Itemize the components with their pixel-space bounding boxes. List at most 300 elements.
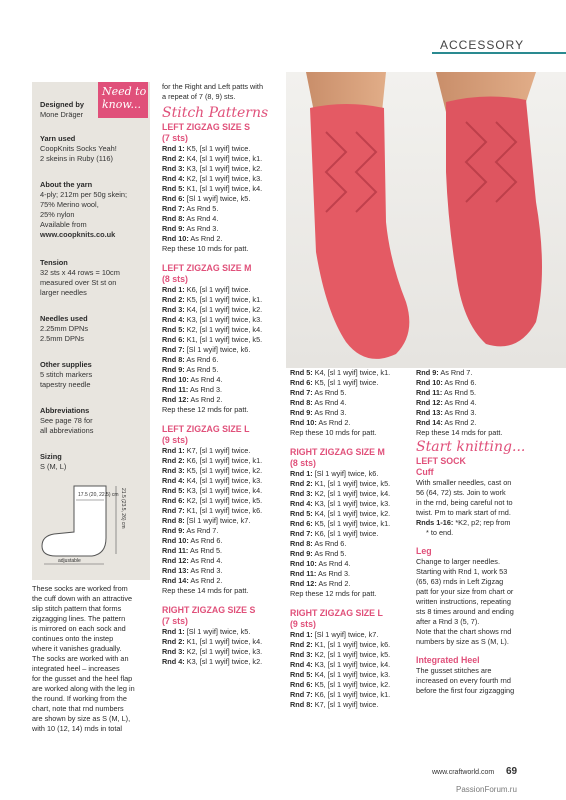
round-instruction: [Sl 1 wyif] twice, k5.	[184, 627, 251, 636]
intro-line: integrated heel – increases	[32, 664, 120, 673]
round-row	[162, 164, 284, 174]
round-label: Rnd 6:	[162, 496, 185, 505]
round-instruction: K2, [sl 1 wyif] twice, k5.	[184, 496, 263, 505]
round-row	[290, 700, 412, 710]
round-label: Rnd 10:	[162, 375, 189, 384]
round-label: Rnd 12:	[162, 556, 189, 565]
round-row	[162, 476, 284, 486]
round-row	[162, 365, 284, 375]
round-instruction: K3, [sl 1 wyif] twice, k2.	[184, 657, 263, 666]
round-instruction: K4, [sl 1 wyif] twice, k1.	[184, 154, 263, 163]
stitch-patterns-heading: Stitch Patterns	[162, 105, 269, 121]
pattern-title: LEFT ZIGZAG SIZE L	[162, 424, 250, 434]
round-label: Rnd 7:	[290, 690, 313, 699]
repeat-note: Rep these 14 rnds for patt.	[416, 428, 503, 437]
round-instruction: K5, [sl 1 wyif] twice, k1.	[184, 295, 263, 304]
round-instruction: As Rnd 4.	[184, 214, 219, 223]
round-label: Rnd 13:	[416, 408, 443, 417]
leg-line: patt for your size from chart or	[416, 587, 514, 596]
intro-line: with 10 (12, 14) rnds in total	[32, 724, 123, 733]
page-number: 69	[506, 766, 518, 777]
about-yarn-line: 4-ply; 212m per 50g skein;	[40, 190, 128, 199]
round-row	[290, 479, 412, 489]
round-instruction: As Rnd 7.	[438, 368, 473, 377]
designer-name: Mone Dräger	[40, 110, 84, 119]
round-label: Rnd 1:	[290, 469, 313, 478]
other-supplies	[40, 360, 146, 390]
about-yarn	[40, 180, 146, 240]
round-instruction: As Rnd 3.	[316, 569, 351, 578]
needle-line: 2.25mm DPNs	[40, 324, 89, 333]
cuff-line: 56 (64, 72) sts. Join to work	[416, 488, 506, 497]
abbreviations-line: all abbreviations	[40, 426, 94, 435]
repeat-note: Rep these 10 rnds for patt.	[162, 244, 249, 253]
round-row	[290, 549, 412, 559]
round-instruction: K2, [sl 1 wyif] twice, k4.	[312, 489, 391, 498]
round-row	[162, 345, 284, 355]
round-row	[290, 469, 412, 479]
cuff-line: twist. Pm to mark start of rnd.	[416, 508, 511, 517]
tension-line: 32 sts x 44 rows = 10cm	[40, 268, 120, 277]
supply-line: tapestry needle	[40, 380, 91, 389]
round-row	[162, 234, 284, 244]
left-sock-heading: LEFT SOCK	[416, 456, 466, 466]
abbreviations-line: See page 78 for	[40, 416, 93, 425]
round-row	[162, 154, 284, 164]
intro-line: are worked along with the leg in	[32, 684, 135, 693]
round-instruction: As Rnd 3.	[442, 408, 477, 417]
round-row	[290, 690, 412, 700]
round-row	[416, 388, 546, 398]
round-row	[290, 559, 412, 569]
round-label: Rnd 2:	[162, 637, 185, 646]
round-instruction: As Rnd 4.	[442, 398, 477, 407]
round-instruction: K6, [sl 1 wyif] twice, k1.	[184, 456, 263, 465]
round-label: Rnd 11:	[290, 569, 317, 578]
round-row	[162, 486, 284, 496]
round-instruction: [Sl 1 wyif] twice, k5.	[184, 194, 251, 203]
dim-leg-width: 17.5 (20, 22.5) cm	[78, 492, 119, 498]
pattern-sub: (9 sts)	[162, 435, 188, 445]
round-row	[162, 395, 284, 405]
round-instruction: As Rnd 4.	[188, 556, 223, 565]
intro-text	[32, 584, 156, 734]
round-instruction: As Rnd 2.	[442, 418, 477, 427]
round-instruction: K4, [sl 1 wyif] twice, k2.	[184, 305, 263, 314]
round-instruction: As Rnd 5.	[312, 549, 347, 558]
yarn-used-heading: Yarn used	[40, 134, 76, 143]
round-label: Rnd 10:	[290, 559, 317, 568]
round-label: Rnd 1:	[162, 285, 185, 294]
need-to-know-badge: Need to know...	[98, 82, 148, 118]
yarn-line: CoopKnits Socks Yeah!	[40, 144, 117, 153]
round-row	[162, 516, 284, 526]
round-row	[162, 496, 284, 506]
round-instruction: As Rnd 7.	[184, 526, 219, 535]
round-row	[416, 398, 546, 408]
sizing-value: S (M, L)	[40, 462, 67, 471]
round-label: Rnd 3:	[290, 489, 313, 498]
round-instruction: K6, [sl 1 wyif] twice.	[312, 529, 379, 538]
leg-line: (65, 63) rnds in Left Zigzag	[416, 577, 504, 586]
heel-line: increased on every fourth rnd	[416, 676, 511, 685]
round-instruction: As Rnd 2.	[316, 579, 351, 588]
round-row	[290, 378, 412, 388]
round-instruction: As Rnd 3.	[188, 566, 223, 575]
round-instruction: K5, [sl 1 wyif] twice, k2.	[184, 466, 263, 475]
left-zigzag-m	[162, 263, 284, 415]
tension-line: measured over St st on	[40, 278, 117, 287]
cuff-heading: Cuff	[416, 467, 434, 477]
round-row	[162, 355, 284, 365]
round-row	[162, 456, 284, 466]
header-rule	[432, 52, 566, 54]
round-row	[416, 408, 546, 418]
tension	[40, 258, 146, 298]
abbreviations-heading: Abbreviations	[40, 406, 90, 415]
round-row	[162, 204, 284, 214]
round-label: Rnd 8:	[162, 214, 185, 223]
round-label: Rnd 8:	[162, 516, 185, 525]
cuff-rnds-text: *K2, p2; rep from	[453, 518, 511, 527]
round-instruction: K6, [sl 1 wyif] twice.	[184, 285, 251, 294]
round-instruction: As Rnd 3.	[184, 224, 219, 233]
round-label: Rnd 11:	[162, 385, 189, 394]
round-instruction: K2, [sl 1 wyif] twice, k3.	[184, 647, 263, 656]
pattern-sub: (7 sts)	[162, 616, 188, 626]
dim-foot-adjustable: adjustable	[58, 558, 81, 564]
round-label: Rnd 1:	[162, 446, 185, 455]
round-row	[162, 375, 284, 385]
round-instruction: K5, [sl 1 wyif] twice.	[184, 144, 251, 153]
round-label: Rnd 6:	[162, 194, 185, 203]
leg-line: numbers by size as S (M, L).	[416, 637, 509, 646]
round-label: Rnd 5:	[162, 325, 185, 334]
round-instruction: As Rnd 4.	[316, 559, 351, 568]
left-zigzag-s	[162, 122, 284, 254]
round-label: Rnd 4:	[290, 499, 313, 508]
round-row	[162, 144, 284, 154]
round-row	[162, 576, 284, 586]
round-label: Rnd 1:	[290, 630, 313, 639]
right-zigzag-l	[290, 608, 412, 710]
round-instruction: K1, [sl 1 wyif] twice, k6.	[184, 506, 263, 515]
column-stitch-patterns	[162, 82, 284, 676]
about-yarn-line: Available from	[40, 220, 87, 229]
round-instruction: K3, [sl 1 wyif] twice, k4.	[184, 486, 263, 495]
round-row	[416, 368, 546, 378]
round-instruction: K4, [sl 1 wyif] twice, k2.	[312, 509, 391, 518]
round-row	[162, 546, 284, 556]
round-label: Rnd 4:	[162, 174, 185, 183]
round-row	[290, 398, 412, 408]
pattern-sub: (8 sts)	[290, 458, 316, 468]
round-label: Rnd 2:	[290, 640, 313, 649]
round-label: Rnd 9:	[162, 365, 185, 374]
round-label: Rnd 3:	[290, 650, 313, 659]
round-label: Rnd 5:	[290, 670, 313, 679]
round-instruction: As Rnd 5.	[312, 388, 347, 397]
round-row	[162, 174, 284, 184]
abbreviations	[40, 406, 146, 436]
round-label: Rnd 10:	[162, 234, 189, 243]
intro-line: zigzagging lines. The pattern	[32, 614, 126, 623]
round-label: Rnd 4:	[162, 657, 185, 666]
round-row	[162, 627, 284, 637]
round-label: Rnd 2:	[162, 456, 185, 465]
round-row	[162, 285, 284, 295]
round-row	[290, 539, 412, 549]
round-instruction: K1, [sl 1 wyif] twice, k6.	[312, 640, 391, 649]
leg-line: sts 8 times around and ending	[416, 607, 514, 616]
round-instruction: [Sl 1 wyif] twice, k7.	[184, 516, 251, 525]
socks-photo	[286, 72, 566, 368]
needles-heading: Needles used	[40, 314, 88, 323]
supply-line: 5 stitch markers	[40, 370, 93, 379]
round-instruction: K1, [sl 1 wyif] twice, k5.	[184, 335, 263, 344]
heel-line: The gusset stitches are	[416, 666, 492, 675]
left-zigzag-l	[162, 424, 284, 596]
round-row	[290, 630, 412, 640]
round-row	[162, 556, 284, 566]
pattern-title: RIGHT ZIGZAG SIZE M	[290, 447, 385, 457]
round-label: Rnd 8:	[290, 398, 313, 407]
round-instruction: As Rnd 3.	[188, 385, 223, 394]
round-instruction: K7, [sl 1 wyif] twice.	[184, 446, 251, 455]
intro-line: are shown by size as S (M, L),	[32, 714, 131, 723]
yarn-used	[40, 134, 146, 164]
intro-line: The socks are worked with an	[32, 654, 129, 663]
round-row	[162, 194, 284, 204]
round-instruction: K1, [sl 1 wyif] twice, k5.	[312, 479, 391, 488]
round-instruction: As Rnd 6.	[312, 539, 347, 548]
round-instruction: As Rnd 5.	[184, 365, 219, 374]
round-instruction: K2, [sl 1 wyif] twice, k4.	[184, 325, 263, 334]
repeat-note: Rep these 10 rnds for patt.	[290, 428, 377, 437]
round-row	[162, 305, 284, 315]
round-label: Rnd 2:	[162, 295, 185, 304]
round-label: Rnd 9:	[290, 408, 313, 417]
round-label: Rnd 11:	[416, 388, 443, 397]
round-instruction: As Rnd 4.	[312, 398, 347, 407]
round-instruction: K4, [sl 1 wyif] twice, k3.	[312, 670, 391, 679]
round-row	[290, 569, 412, 579]
intro-line: continues onto the instep	[32, 634, 114, 643]
round-instruction: K1, [sl 1 wyif] twice, k4.	[184, 184, 263, 193]
heel-line: before the first four zigzagging	[416, 686, 515, 695]
right-zigzag-m	[290, 447, 412, 599]
round-row	[162, 506, 284, 516]
pattern-title: LEFT ZIGZAG SIZE M	[162, 263, 252, 273]
round-label: Rnd 7:	[290, 529, 313, 538]
cuff-line: With smaller needles, cast on	[416, 478, 512, 487]
round-instruction: K2, [sl 1 wyif] twice, k3.	[184, 174, 263, 183]
round-label: Rnd 8:	[162, 355, 185, 364]
round-instruction: K5, [sl 1 wyif] twice, k1.	[312, 519, 391, 528]
yarn-website-link[interactable]: www.coopknits.co.uk	[40, 230, 116, 239]
col2-intro-line: a repeat of 7 (8, 9) sts.	[162, 92, 236, 101]
round-label: Rnd 6:	[162, 335, 185, 344]
round-row	[416, 378, 546, 388]
round-row	[162, 647, 284, 657]
designed-by-heading: Designed by	[40, 100, 84, 109]
leg-line: Starting with Rnd 1, work 53	[416, 567, 508, 576]
round-label: Rnd 3:	[162, 164, 185, 173]
round-instruction: K3, [sl 1 wyif] twice, k4.	[312, 660, 391, 669]
round-instruction: K6, [sl 1 wyif] twice, k1.	[312, 690, 391, 699]
round-label: Rnd 9:	[290, 549, 313, 558]
round-label: Rnd 12:	[162, 395, 189, 404]
round-row	[162, 214, 284, 224]
round-row	[290, 640, 412, 650]
round-row	[290, 650, 412, 660]
round-instruction: As Rnd 6.	[188, 536, 223, 545]
section-label: ACCESSORY	[440, 38, 525, 52]
round-label: Rnd 1:	[162, 627, 185, 636]
round-label: Rnd 4:	[162, 315, 185, 324]
round-label: Rnd 6:	[290, 680, 313, 689]
right-zigzag-s	[162, 605, 284, 667]
round-instruction: As Rnd 2.	[188, 576, 223, 585]
column-start-knitting	[416, 368, 546, 696]
sizing	[40, 452, 146, 472]
round-instruction: As Rnd 2.	[188, 234, 223, 243]
round-row	[162, 224, 284, 234]
cuff-rnds	[416, 518, 546, 528]
round-label: Rnd 3:	[162, 647, 185, 656]
round-row	[290, 368, 412, 378]
round-label: Rnd 4:	[162, 476, 185, 485]
about-yarn-heading: About the yarn	[40, 180, 93, 189]
tension-line: larger needles	[40, 288, 87, 297]
round-row	[162, 637, 284, 647]
sock-size-diagram	[36, 480, 148, 570]
round-label: Rnd 7:	[290, 388, 313, 397]
intro-line: slip stitch pattern that forms	[32, 604, 122, 613]
pattern-title: LEFT ZIGZAG SIZE S	[162, 122, 250, 132]
round-row	[162, 566, 284, 576]
column-right-zigzag	[290, 368, 412, 719]
round-row	[290, 660, 412, 670]
round-row	[416, 418, 546, 428]
round-label: Rnd 5:	[290, 368, 313, 377]
round-instruction: As Rnd 2.	[188, 395, 223, 404]
round-label: Rnd 9:	[416, 368, 439, 377]
round-row	[162, 385, 284, 395]
round-instruction: K5, [sl 1 wyif] twice.	[312, 378, 379, 387]
other-supplies-heading: Other supplies	[40, 360, 92, 369]
round-row	[290, 529, 412, 539]
round-row	[290, 519, 412, 529]
round-label: Rnd 10:	[416, 378, 443, 387]
repeat-note: Rep these 12 rnds for patt.	[290, 589, 377, 598]
round-instruction: As Rnd 5.	[184, 204, 219, 213]
round-instruction: K3, [sl 1 wyif] twice, k3.	[312, 499, 391, 508]
round-label: Rnd 5:	[290, 509, 313, 518]
round-row	[290, 509, 412, 519]
round-row	[162, 295, 284, 305]
round-row	[290, 499, 412, 509]
right-zigzag-l-continued	[416, 368, 546, 438]
round-label: Rnd 14:	[162, 576, 189, 585]
pattern-title: RIGHT ZIGZAG SIZE S	[162, 605, 256, 615]
cuff-line: in the rnd, being careful not to	[416, 498, 513, 507]
round-label: Rnd 11:	[162, 546, 189, 555]
round-instruction: K4, [sl 1 wyif] twice, k3.	[184, 476, 263, 485]
dim-leg-height: 21.5 (23.5, 26) cm	[120, 488, 126, 529]
round-label: Rnd 12:	[416, 398, 443, 407]
round-label: Rnd 14:	[416, 418, 443, 427]
round-label: Rnd 9:	[162, 224, 185, 233]
round-label: Rnd 6:	[290, 378, 313, 387]
pattern-sub: (7 sts)	[162, 133, 188, 143]
leg-line: after a Rnd 3 (5, 7).	[416, 617, 480, 626]
intro-line: for the gusset and the heel flap	[32, 674, 133, 683]
col2-intro-line: for the Right and Left patts with	[162, 82, 263, 91]
designed-by	[40, 100, 146, 120]
round-instruction: As Rnd 5.	[442, 388, 477, 397]
pattern-title: RIGHT ZIGZAG SIZE L	[290, 608, 383, 618]
round-label: Rnd 9:	[162, 526, 185, 535]
leg-line: Note that the chart shows rnd	[416, 627, 512, 636]
round-label: Rnd 8:	[290, 539, 313, 548]
round-instruction: K3, [sl 1 wyif] twice, k2.	[184, 164, 263, 173]
round-instruction: K4, [sl 1 wyif] twice, k1.	[312, 368, 391, 377]
round-label: Rnd 12:	[290, 579, 317, 588]
round-label: Rnd 3:	[162, 466, 185, 475]
round-instruction: As Rnd 2.	[316, 418, 351, 427]
round-instruction: [Sl 1 wyif] twice, k6.	[184, 345, 251, 354]
round-instruction: K3, [sl 1 wyif] twice, k3.	[184, 315, 263, 324]
round-instruction: [Sl 1 wyif] twice, k7.	[312, 630, 379, 639]
leg-line: written instructions, repeating	[416, 597, 511, 606]
leg-heading: Leg	[416, 546, 432, 556]
needles-used	[40, 314, 146, 344]
round-row	[290, 388, 412, 398]
round-instruction: As Rnd 6.	[184, 355, 219, 364]
intro-line: is mirrored on each sock and	[32, 624, 126, 633]
round-row	[162, 536, 284, 546]
round-row	[290, 489, 412, 499]
round-row	[162, 184, 284, 194]
round-label: Rnd 4:	[290, 660, 313, 669]
round-instruction: As Rnd 5.	[188, 546, 223, 555]
round-instruction: K2, [sl 1 wyif] twice, k5.	[312, 650, 391, 659]
round-row	[290, 418, 412, 428]
round-label: Rnd 7:	[162, 506, 185, 515]
round-instruction: [Sl 1 wyif] twice, k6.	[312, 469, 379, 478]
round-row	[162, 335, 284, 345]
round-label: Rnd 10:	[290, 418, 317, 427]
round-label: Rnd 2:	[162, 154, 185, 163]
round-row	[162, 466, 284, 476]
round-label: Rnd 13:	[162, 566, 189, 575]
round-label: Rnd 7:	[162, 345, 185, 354]
leg-line: Change to larger needles.	[416, 557, 500, 566]
pattern-sub: (8 sts)	[162, 274, 188, 284]
round-instruction: As Rnd 6.	[442, 378, 477, 387]
round-row	[162, 657, 284, 667]
round-label: Rnd 2:	[290, 479, 313, 488]
watermark: PassionForum.ru	[456, 785, 517, 794]
footer-url[interactable]: www.craftworld.com	[432, 769, 495, 776]
pattern-sub: (9 sts)	[290, 619, 316, 629]
round-instruction: As Rnd 3.	[312, 408, 347, 417]
intro-line: chart, note that rnd numbers	[32, 704, 124, 713]
cuff-rnds-label: Rnds 1-16:	[416, 518, 454, 527]
cuff-rnds-text: * to end.	[426, 528, 454, 537]
about-yarn-line: 75% Merino wool,	[40, 200, 99, 209]
